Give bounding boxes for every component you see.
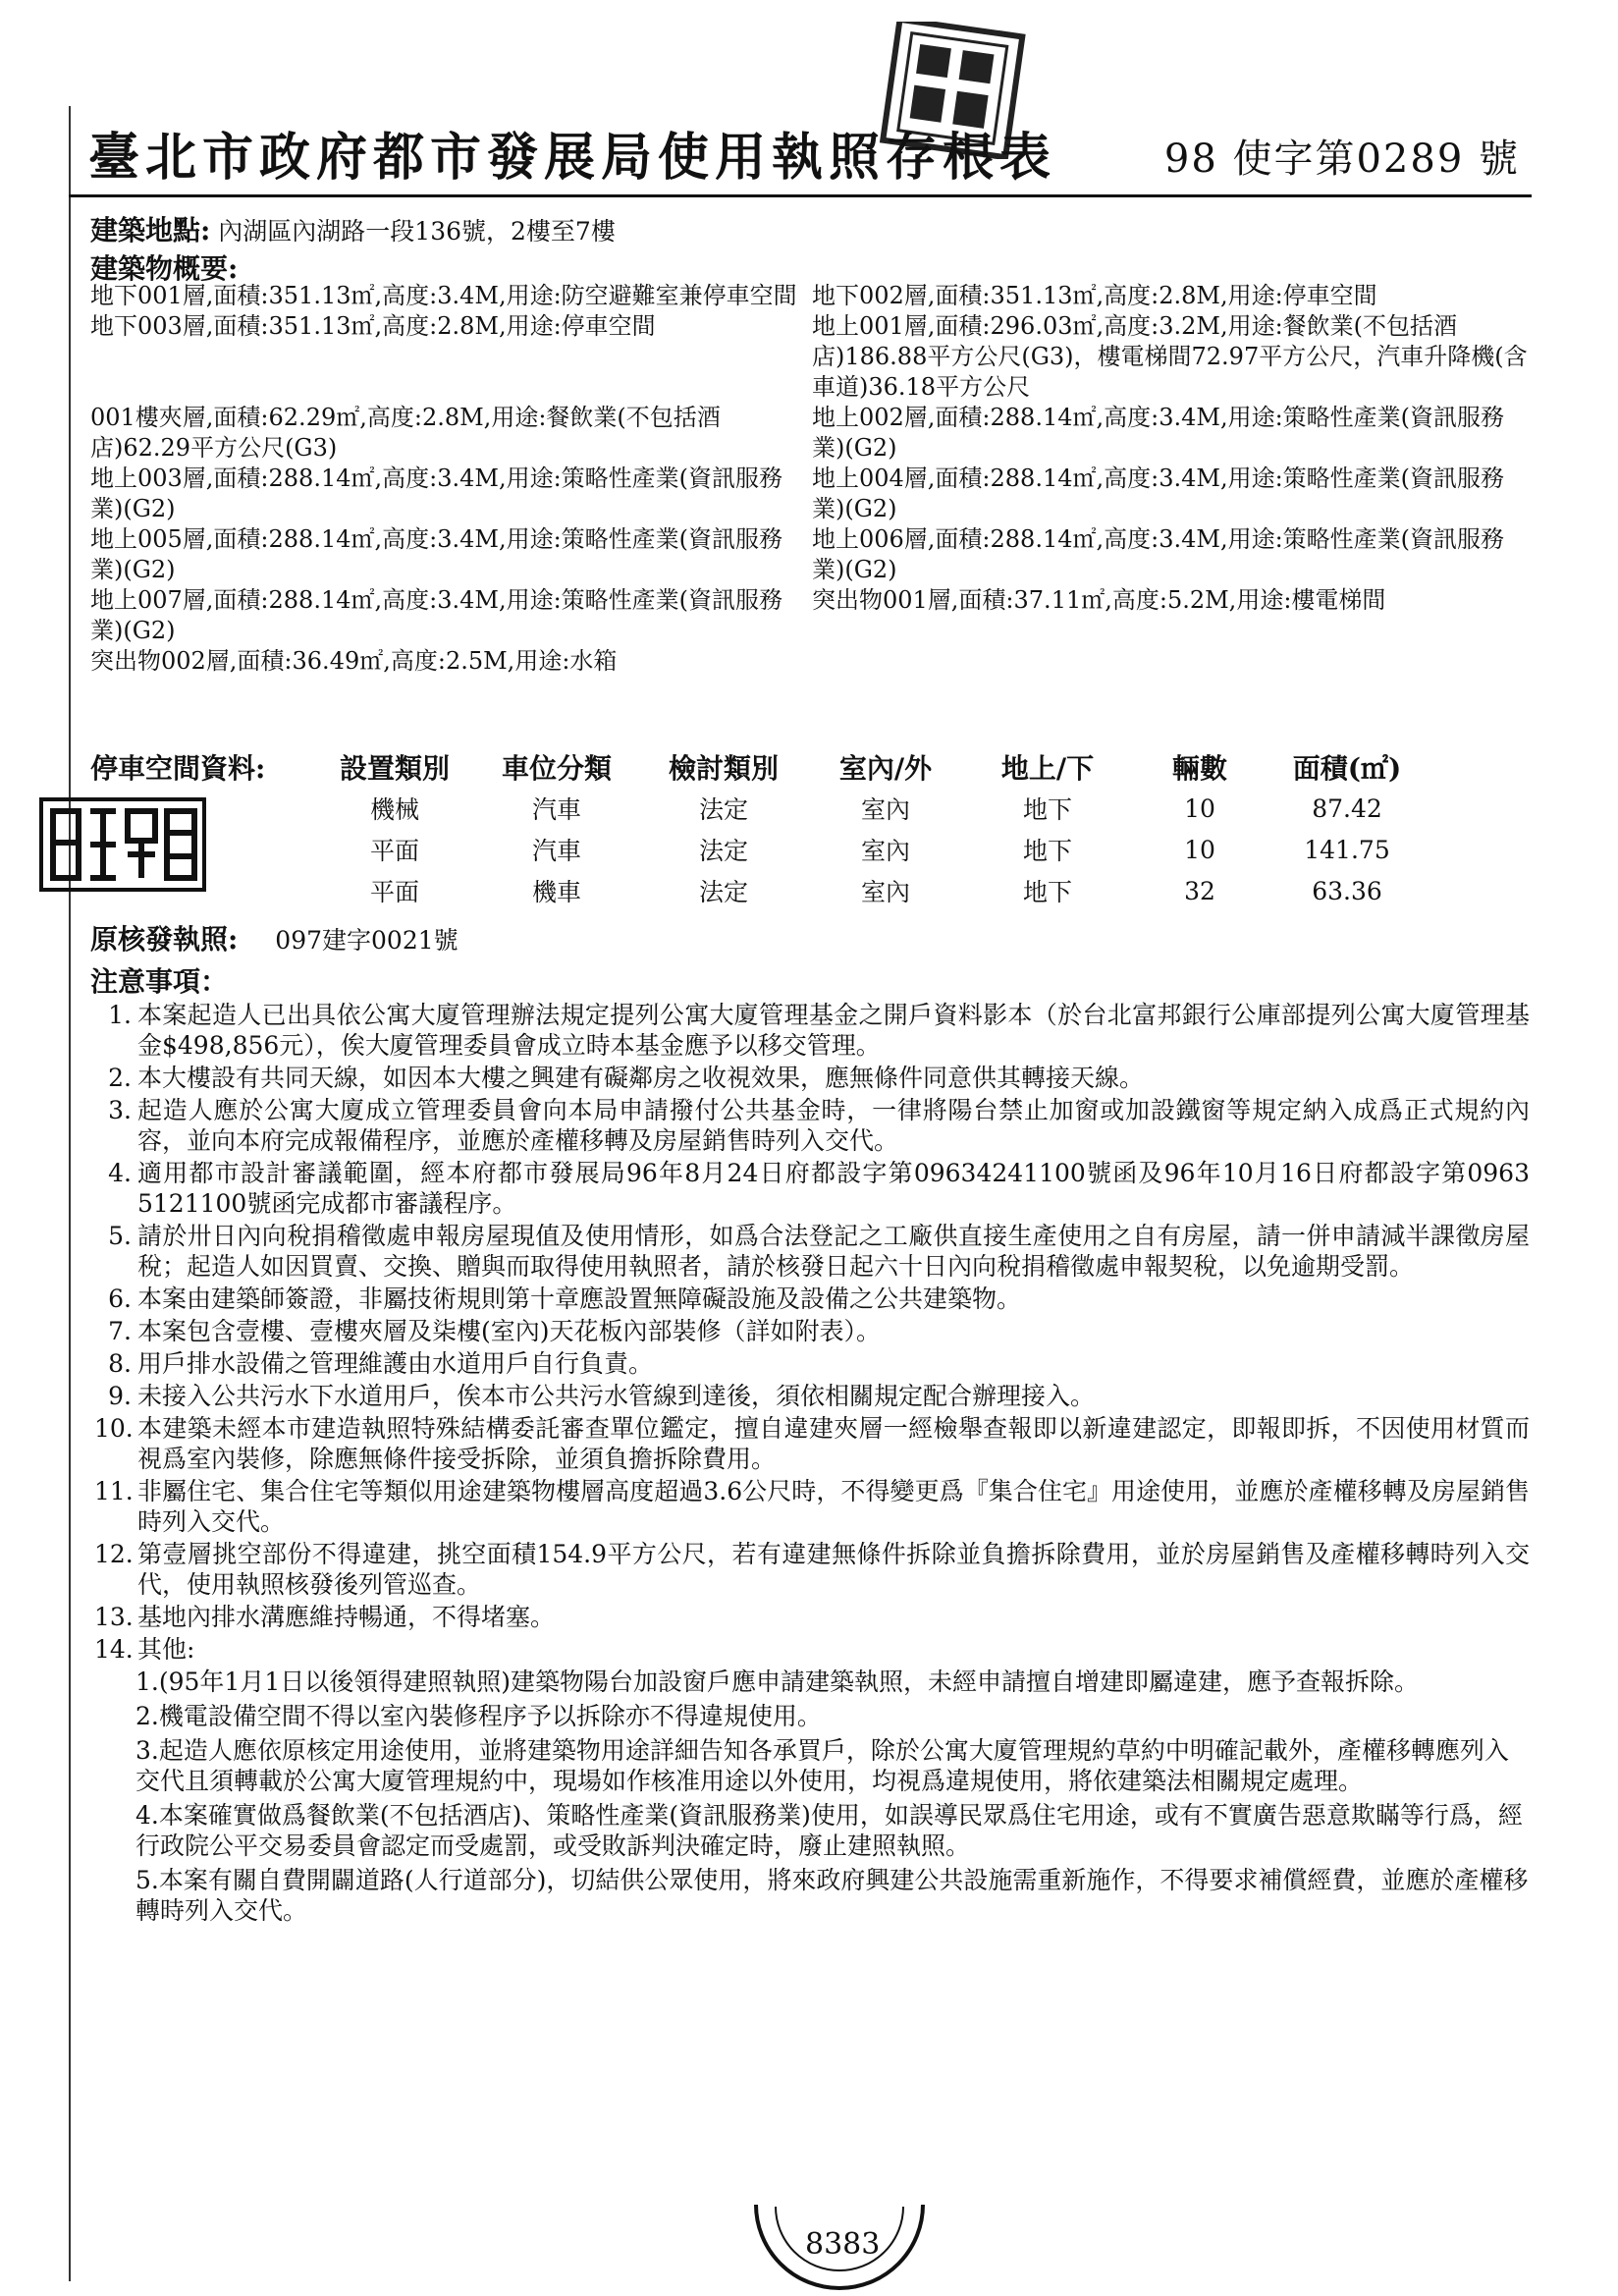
note-text: 基地內排水溝應維持暢通，不得堵塞。 bbox=[137, 1603, 556, 1631]
table-cell: 32 bbox=[1184, 876, 1215, 905]
floor-entry: 地上007層,面積:288.14㎡,高度:3.4M,用途:策略性產業(資訊服務業)(G2) bbox=[90, 586, 783, 644]
note-number: 5. bbox=[108, 1222, 132, 1250]
note-number: 14. bbox=[94, 1635, 134, 1664]
table-cell: 法定 bbox=[698, 837, 748, 865]
table-cell: 汽車 bbox=[531, 795, 581, 824]
floor-entry: 地上005層,面積:288.14㎡,高度:3.4M,用途:策略性產業(資訊服務業)(G2) bbox=[90, 525, 783, 583]
parking-section bbox=[90, 746, 1534, 911]
table-cell: 10 bbox=[1184, 835, 1215, 864]
table-cell: 地下 bbox=[1022, 795, 1072, 824]
list-item bbox=[94, 1634, 1530, 1665]
building-site bbox=[90, 214, 616, 248]
floor-entry: 地下003層,面積:351.13㎡,高度:2.8M,用途:停車空間 bbox=[90, 312, 656, 340]
table-cell: 地下 bbox=[1022, 878, 1072, 906]
floor-entry: 地下001層,面積:351.13㎡,高度:3.4M,用途:防空避難室兼停車空間 bbox=[90, 282, 797, 309]
table-cell: 10 bbox=[1184, 793, 1215, 823]
note-text: 本案起造人已出具依公寓大廈管理辦法規定提列公寓大廈管理基金之開戶資料影本（於台北富邦銀行公庫部提列公寓大廈管理基金$498,856元），俟大廈管理委員會成立時本基金應予以移交管理。 bbox=[137, 1001, 1530, 1060]
note-text: 本案包含壹樓、壹樓夾層及柒樓(室內)天花板內部裝修（詳如附表）。 bbox=[137, 1317, 882, 1345]
parking-table bbox=[90, 746, 1426, 911]
note-text: 本案由建築師簽證，非屬技術規則第十章應設置無障礙設施及設備之公共建築物。 bbox=[137, 1285, 1022, 1313]
floor-entry: 地上004層,面積:288.14㎡,高度:3.4M,用途:策略性產業(資訊服務業)(G2) bbox=[812, 465, 1505, 522]
table-cell: 法定 bbox=[698, 878, 748, 906]
list-item bbox=[94, 1284, 1530, 1314]
seal-number: 8383 bbox=[805, 2227, 881, 2262]
floor-row bbox=[90, 585, 1534, 646]
parking-col-header: 檢討類別 bbox=[668, 752, 779, 785]
floor-list bbox=[90, 281, 1534, 677]
note-number: 10. bbox=[94, 1414, 134, 1443]
table-cell: 室內 bbox=[860, 878, 910, 906]
note-text: 起造人應於公寓大廈成立管理委員會向本局申請撥付公共基金時，一律將陽台禁止加窗或加設鐵窗等規定納入成爲正式規約內容，並向本府完成報備程序，並應於產權移轉及房屋銷售時列入交代。 bbox=[137, 1096, 1530, 1155]
floor-entry: 突出物002層,面積:36.49㎡,高度:2.5M,用途:水箱 bbox=[90, 647, 618, 675]
note-number: 9. bbox=[108, 1382, 132, 1410]
official-seal-icon bbox=[39, 797, 206, 892]
table-cell: 汽車 bbox=[531, 837, 581, 865]
note-number: 4. bbox=[108, 1159, 132, 1187]
site-label: 建築地點: bbox=[90, 214, 211, 246]
list-item bbox=[94, 1316, 1530, 1346]
floor-row bbox=[90, 524, 1534, 585]
note-text: 用戶排水設備之管理維護由水道用戶自行負責。 bbox=[137, 1349, 654, 1378]
floor-entry: 地上002層,面積:288.14㎡,高度:3.4M,用途:策略性產業(資訊服務業)(G2) bbox=[812, 404, 1505, 462]
parking-col-header: 地上/下 bbox=[1000, 752, 1095, 785]
original-permit bbox=[90, 923, 458, 957]
table-row bbox=[90, 829, 1426, 870]
parking-header-row bbox=[90, 746, 1426, 788]
list-item bbox=[94, 1476, 1530, 1537]
note-number: 13. bbox=[94, 1603, 134, 1631]
parking-col-header: 設置類別 bbox=[339, 752, 450, 785]
notes-label: 注意事項： bbox=[90, 965, 229, 998]
list-item: 1.(95年1月1日以後領得建照執照)建築物陽台加設窗戶應申請建築執照，未經申請擅自增建即屬違建，應予查報拆除。 bbox=[135, 1667, 1419, 1696]
note-text: 本建築未經本市建造執照特殊結構委託審查單位鑑定，擅自違建夾層一經檢舉查報即以新違建認定，即報即拆，不因使用材質而視爲室內裝修，除應無條件接受拆除，並須負擔拆除費用。 bbox=[137, 1414, 1530, 1473]
list-item bbox=[94, 1158, 1530, 1219]
sub-notes-list bbox=[94, 1667, 1530, 1926]
floor-row bbox=[90, 311, 1534, 403]
header-divider bbox=[69, 194, 1532, 197]
table-cell: 141.75 bbox=[1304, 835, 1390, 864]
note-number: 3. bbox=[108, 1096, 132, 1124]
list-item: 2.機電設備空間不得以室內裝修程序予以拆除亦不得違規使用。 bbox=[135, 1702, 822, 1730]
overview-label: 建築物概要: bbox=[90, 252, 239, 285]
parking-label: 停車空間資料: bbox=[90, 752, 266, 785]
sub-notes-container bbox=[94, 1667, 1530, 1926]
list-item bbox=[94, 1602, 1530, 1632]
table-cell: 室內 bbox=[860, 837, 910, 865]
permit-number: 98 使字第0289 號 bbox=[1163, 137, 1520, 182]
table-cell: 63.36 bbox=[1312, 876, 1382, 905]
table-cell: 機械 bbox=[369, 795, 419, 824]
note-text: 其他: bbox=[137, 1635, 195, 1664]
table-cell: 室內 bbox=[860, 795, 910, 824]
note-number: 8. bbox=[108, 1349, 132, 1378]
floor-row bbox=[90, 464, 1534, 524]
list-item bbox=[94, 1413, 1530, 1474]
original-permit-value: 097建字0021號 bbox=[275, 926, 458, 955]
note-text: 本大樓設有共同天線，如因本大樓之興建有礙鄰房之收視效果，應無條件同意供其轉接天線。 bbox=[137, 1064, 1145, 1092]
floor-row bbox=[90, 281, 1534, 311]
note-number: 7. bbox=[108, 1317, 132, 1345]
note-number: 12. bbox=[94, 1540, 134, 1568]
list-item bbox=[94, 1381, 1530, 1411]
table-cell: 機車 bbox=[531, 878, 581, 906]
floor-row bbox=[90, 646, 1534, 677]
list-item bbox=[94, 1221, 1530, 1282]
header bbox=[69, 106, 1541, 196]
floor-entry: 地上006層,面積:288.14㎡,高度:3.4M,用途:策略性產業(資訊服務業)(G2) bbox=[812, 525, 1505, 583]
table-row bbox=[90, 788, 1426, 829]
table-cell: 法定 bbox=[698, 795, 748, 824]
list-item: 4.本案確實做爲餐飲業(不包括酒店)、策略性產業(資訊服務業)使用，如誤導民眾爲住宅用途，或有不實廣告惡意欺瞞等行爲，經行政院公平交易委員會認定而受處罰，或受敗訴判決確定時，廢止建照執照。 bbox=[135, 1801, 1523, 1860]
floor-entry: 001樓夾層,面積:62.29㎡,高度:2.8M,用途:餐飲業(不包括酒店)62.29平方公尺(G3) bbox=[90, 404, 721, 462]
document-title: 臺北市政府都市發展局使用執照存根表 bbox=[88, 128, 1057, 188]
parking-col-header: 車位分類 bbox=[501, 752, 612, 785]
list-item bbox=[94, 1063, 1530, 1093]
parking-col-header: 室內/外 bbox=[838, 752, 933, 785]
list-item: 3.起造人應依原核定用途使用，並將建築物用途詳細告知各承買戶，除於公寓大廈管理規約草約中明確記載外，產權移轉應列入交代且須轉載於公寓大廈管理規約中，現場如作核准用途以外使用，均視爲違規使用，將依建築法相關規定處理。 bbox=[135, 1736, 1509, 1795]
note-text: 請於卅日內向稅捐稽徵處申報房屋現值及使用情形，如爲合法登記之工廠供直接生產使用之自有房屋，請一併申請減半課徵房屋稅；起造人如因買賣、交換、贈與而取得使用執照者，請於核發日起六十日內向稅捐稽徵處申報契稅，以免逾期受罰。 bbox=[137, 1222, 1530, 1281]
notes-list bbox=[94, 1000, 1530, 1930]
floor-row bbox=[90, 403, 1534, 464]
table-row bbox=[90, 870, 1426, 911]
note-number: 6. bbox=[108, 1285, 132, 1313]
table-cell: 平面 bbox=[369, 878, 419, 906]
list-item bbox=[94, 1539, 1530, 1600]
frame-left-line bbox=[69, 106, 71, 2281]
table-cell: 87.42 bbox=[1312, 793, 1382, 823]
note-text: 未接入公共污水下水道用戶，俟本市公共污水管線到達後，須依相關規定配合辦理接入。 bbox=[137, 1382, 1096, 1410]
parking-col-header: 輛數 bbox=[1171, 752, 1227, 785]
note-number: 11. bbox=[94, 1477, 134, 1505]
list-item: 5.本案有關自費開闢道路(人行道部分)，切結供公眾使用，將來政府興建公共設施需重新施作，不得要求補償經費，並應於產權移轉時列入交代。 bbox=[135, 1866, 1529, 1925]
floor-entry: 地上003層,面積:288.14㎡,高度:3.4M,用途:策略性產業(資訊服務業)(G2) bbox=[90, 465, 783, 522]
floor-entry: 突出物001層,面積:37.11㎡,高度:5.2M,用途:樓電梯間 bbox=[812, 586, 1386, 614]
site-value: 內湖區內湖路一段136號，2樓至7樓 bbox=[210, 217, 616, 246]
round-seal-icon bbox=[746, 2185, 933, 2293]
note-text: 非屬住宅、集合住宅等類似用途建築物樓層高度超過3.6公尺時，不得變更爲『集合住宅』用途使用，並應於產權移轉及房屋銷售時列入交代。 bbox=[137, 1477, 1530, 1536]
note-text: 第壹層挑空部份不得違建，挑空面積154.9平方公尺，若有違建無條件拆除並負擔拆除費用，並於房屋銷售及產權移轉時列入交代，使用執照核發後列管巡查。 bbox=[137, 1540, 1530, 1599]
list-item bbox=[94, 1348, 1530, 1379]
list-item bbox=[94, 1095, 1530, 1156]
floor-entry bbox=[812, 646, 1534, 677]
note-number: 1. bbox=[108, 1001, 132, 1029]
parking-col-header: 面積(㎡) bbox=[1292, 752, 1402, 785]
note-text: 適用都市設計審議範圍，經本府都市發展局96年8月24日府都設字第09634241100號函及96年10月16日府都設字第0963 5121100號函完成都市審議程序。 bbox=[137, 1159, 1530, 1218]
original-permit-label: 原核發執照: bbox=[90, 923, 239, 956]
note-number: 2. bbox=[108, 1064, 132, 1092]
floor-entry: 地上001層,面積:296.03㎡,高度:3.2M,用途:餐飲業(不包括酒店)186.88平方公尺(G3)，樓電梯間72.97平方公尺，汽車升降機(含車道)36.18平方公尺 bbox=[812, 312, 1528, 401]
table-cell: 平面 bbox=[369, 837, 419, 865]
table-cell: 地下 bbox=[1022, 837, 1072, 865]
floor-entry: 地下002層,面積:351.13㎡,高度:2.8M,用途:停車空間 bbox=[812, 282, 1377, 309]
list-item bbox=[94, 1000, 1530, 1061]
